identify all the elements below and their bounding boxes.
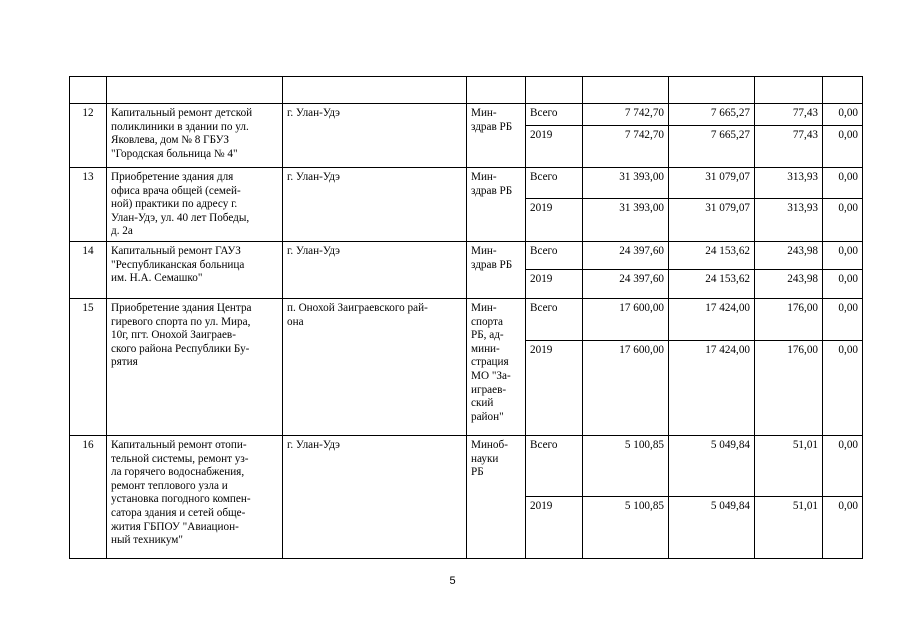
- empty-cell: [755, 77, 823, 104]
- object-name: Приобретение здания Центра гиревого спорта по ул. Мира, 10г, пгт. Онохой Заиграев- ского района Республики Бу- рятия: [107, 299, 283, 436]
- amount-total: 5 100,85: [583, 497, 669, 559]
- period-label: 2019: [526, 270, 583, 299]
- amount-other: 0,00: [823, 341, 863, 436]
- amount-total: 31 393,00: [583, 168, 669, 199]
- amount-federal: 24 153,62: [669, 242, 755, 270]
- empty-cell: [70, 77, 107, 104]
- amount-federal: 31 079,07: [669, 199, 755, 242]
- amount-other: 0,00: [823, 299, 863, 341]
- responsible-org: Мин- спорта РБ, ад- мини- страция МО "За- играев- ский район": [467, 299, 526, 436]
- page-number: 5: [449, 575, 456, 587]
- period-label: 2019: [526, 199, 583, 242]
- table-row: [70, 242, 863, 270]
- amount-federal: 17 424,00: [669, 299, 755, 341]
- period-label: 2019: [526, 497, 583, 559]
- amount-other: 0,00: [823, 199, 863, 242]
- amount-federal: 24 153,62: [669, 270, 755, 299]
- amount-total: 7 742,70: [583, 126, 669, 168]
- responsible-org: Миноб- науки РБ: [467, 436, 526, 559]
- empty-cell: [283, 77, 467, 104]
- funding-table: [69, 76, 863, 559]
- object-location: г. Улан-Удэ: [283, 242, 467, 299]
- amount-other: 0,00: [823, 168, 863, 199]
- amount-federal: 5 049,84: [669, 497, 755, 559]
- empty-cell: [583, 77, 669, 104]
- period-label: Всего: [526, 242, 583, 270]
- amount-republic: 51,01: [755, 436, 823, 497]
- object-name: Капитальный ремонт детской поликлиники в здании по ул. Яковлева, дом № 8 ГБУЗ "Городская больница № 4": [107, 104, 283, 168]
- amount-other: 0,00: [823, 497, 863, 559]
- table-body: [70, 77, 863, 559]
- amount-federal: 17 424,00: [669, 341, 755, 436]
- amount-republic: 313,93: [755, 168, 823, 199]
- object-location: г. Улан-Удэ: [283, 104, 467, 168]
- amount-republic: 51,01: [755, 497, 823, 559]
- empty-cell: [467, 77, 526, 104]
- period-label: Всего: [526, 104, 583, 126]
- amount-other: 0,00: [823, 242, 863, 270]
- amount-federal: 5 049,84: [669, 436, 755, 497]
- amount-total: 17 600,00: [583, 341, 669, 436]
- amount-other: 0,00: [823, 270, 863, 299]
- table-row: [70, 436, 863, 497]
- amount-total: 7 742,70: [583, 104, 669, 126]
- period-label: Всего: [526, 299, 583, 341]
- table-row: [70, 299, 863, 341]
- amount-republic: 243,98: [755, 270, 823, 299]
- row-number: 14: [70, 242, 107, 299]
- responsible-org: Мин- здрав РБ: [467, 242, 526, 299]
- amount-total: 31 393,00: [583, 199, 669, 242]
- table-row: [70, 168, 863, 199]
- empty-cell: [526, 77, 583, 104]
- amount-federal: 7 665,27: [669, 104, 755, 126]
- amount-republic: 243,98: [755, 242, 823, 270]
- responsible-org: Мин- здрав РБ: [467, 168, 526, 242]
- row-number: 15: [70, 299, 107, 436]
- empty-cell: [669, 77, 755, 104]
- empty-cell: [107, 77, 283, 104]
- row-number: 13: [70, 168, 107, 242]
- amount-other: 0,00: [823, 126, 863, 168]
- amount-other: 0,00: [823, 104, 863, 126]
- amount-total: 24 397,60: [583, 270, 669, 299]
- amount-total: 24 397,60: [583, 242, 669, 270]
- row-number: 12: [70, 104, 107, 168]
- responsible-org: Мин- здрав РБ: [467, 104, 526, 168]
- row-number: 16: [70, 436, 107, 559]
- object-location: п. Онохой Заиграевского рай- она: [283, 299, 467, 436]
- amount-republic: 77,43: [755, 104, 823, 126]
- amount-republic: 77,43: [755, 126, 823, 168]
- table-row: [70, 104, 863, 126]
- object-name: Капитальный ремонт отопи- тельной системы, ремонт уз- ла горячего водоснабжения, ремонт теплового узла и установка погодного компен- сатора здания и сетей обще- жития ГБПОУ "Авиацион- ный техникум": [107, 436, 283, 559]
- empty-cell: [823, 77, 863, 104]
- period-label: Всего: [526, 436, 583, 497]
- amount-republic: 313,93: [755, 199, 823, 242]
- period-label: 2019: [526, 341, 583, 436]
- amount-republic: 176,00: [755, 299, 823, 341]
- amount-federal: 31 079,07: [669, 168, 755, 199]
- object-name: Приобретение здания для офиса врача общей (семей- ной) практики по адресу г. Улан-Удэ, ул. 40 лет Победы, д. 2а: [107, 168, 283, 242]
- object-location: г. Улан-Удэ: [283, 436, 467, 559]
- amount-federal: 7 665,27: [669, 126, 755, 168]
- period-label: Всего: [526, 168, 583, 199]
- object-name: Капитальный ремонт ГАУЗ "Республиканская больница им. Н.А. Семашко": [107, 242, 283, 299]
- object-location: г. Улан-Удэ: [283, 168, 467, 242]
- amount-other: 0,00: [823, 436, 863, 497]
- amount-total: 17 600,00: [583, 299, 669, 341]
- header-spacer-row: [70, 77, 863, 104]
- amount-total: 5 100,85: [583, 436, 669, 497]
- amount-republic: 176,00: [755, 341, 823, 436]
- period-label: 2019: [526, 126, 583, 168]
